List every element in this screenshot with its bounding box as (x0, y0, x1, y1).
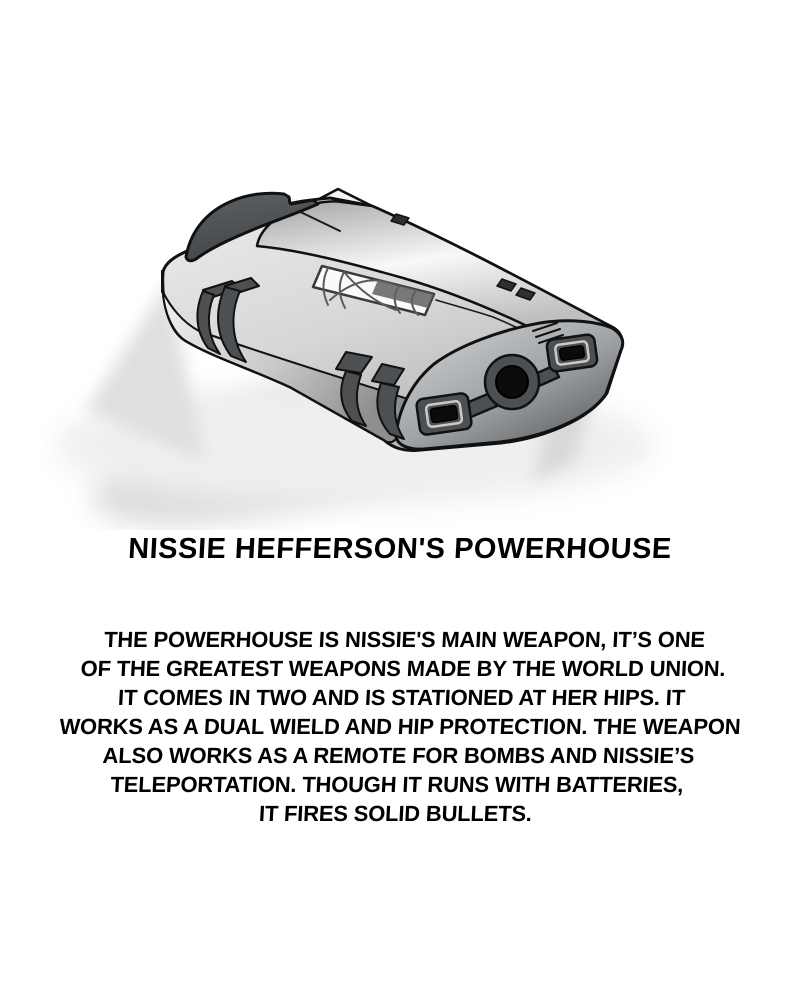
description-line: ALSO WORKS AS A REMOTE FOR BOMBS AND NISSIE’S (102, 743, 695, 768)
figure-description (0, 625, 800, 828)
left-port (416, 393, 473, 436)
description-line: THE POWERHOUSE IS NISSIE'S MAIN WEAPON, IT’S ONE (103, 627, 706, 652)
right-port (546, 334, 598, 372)
description-line: TELEPORTATION. THOUGH IT RUNS WITH BATTERIES, (109, 772, 684, 797)
barrel-hole (496, 366, 528, 398)
description-line: WORKS AS A DUAL WIELD AND HIP PROTECTION. THE WEAPON (58, 714, 742, 739)
description-line: IT FIRES SOLID BULLETS. (258, 801, 533, 826)
description-line: IT COMES IN TWO AND IS STATIONED AT HER HIPS. IT (117, 685, 686, 710)
figure-title: NISSIE HEFFERSON'S POWERHOUSE (127, 533, 673, 565)
description-line: OF THE GREATEST WEAPONS MADE BY THE WORLD UNION. (80, 656, 727, 681)
